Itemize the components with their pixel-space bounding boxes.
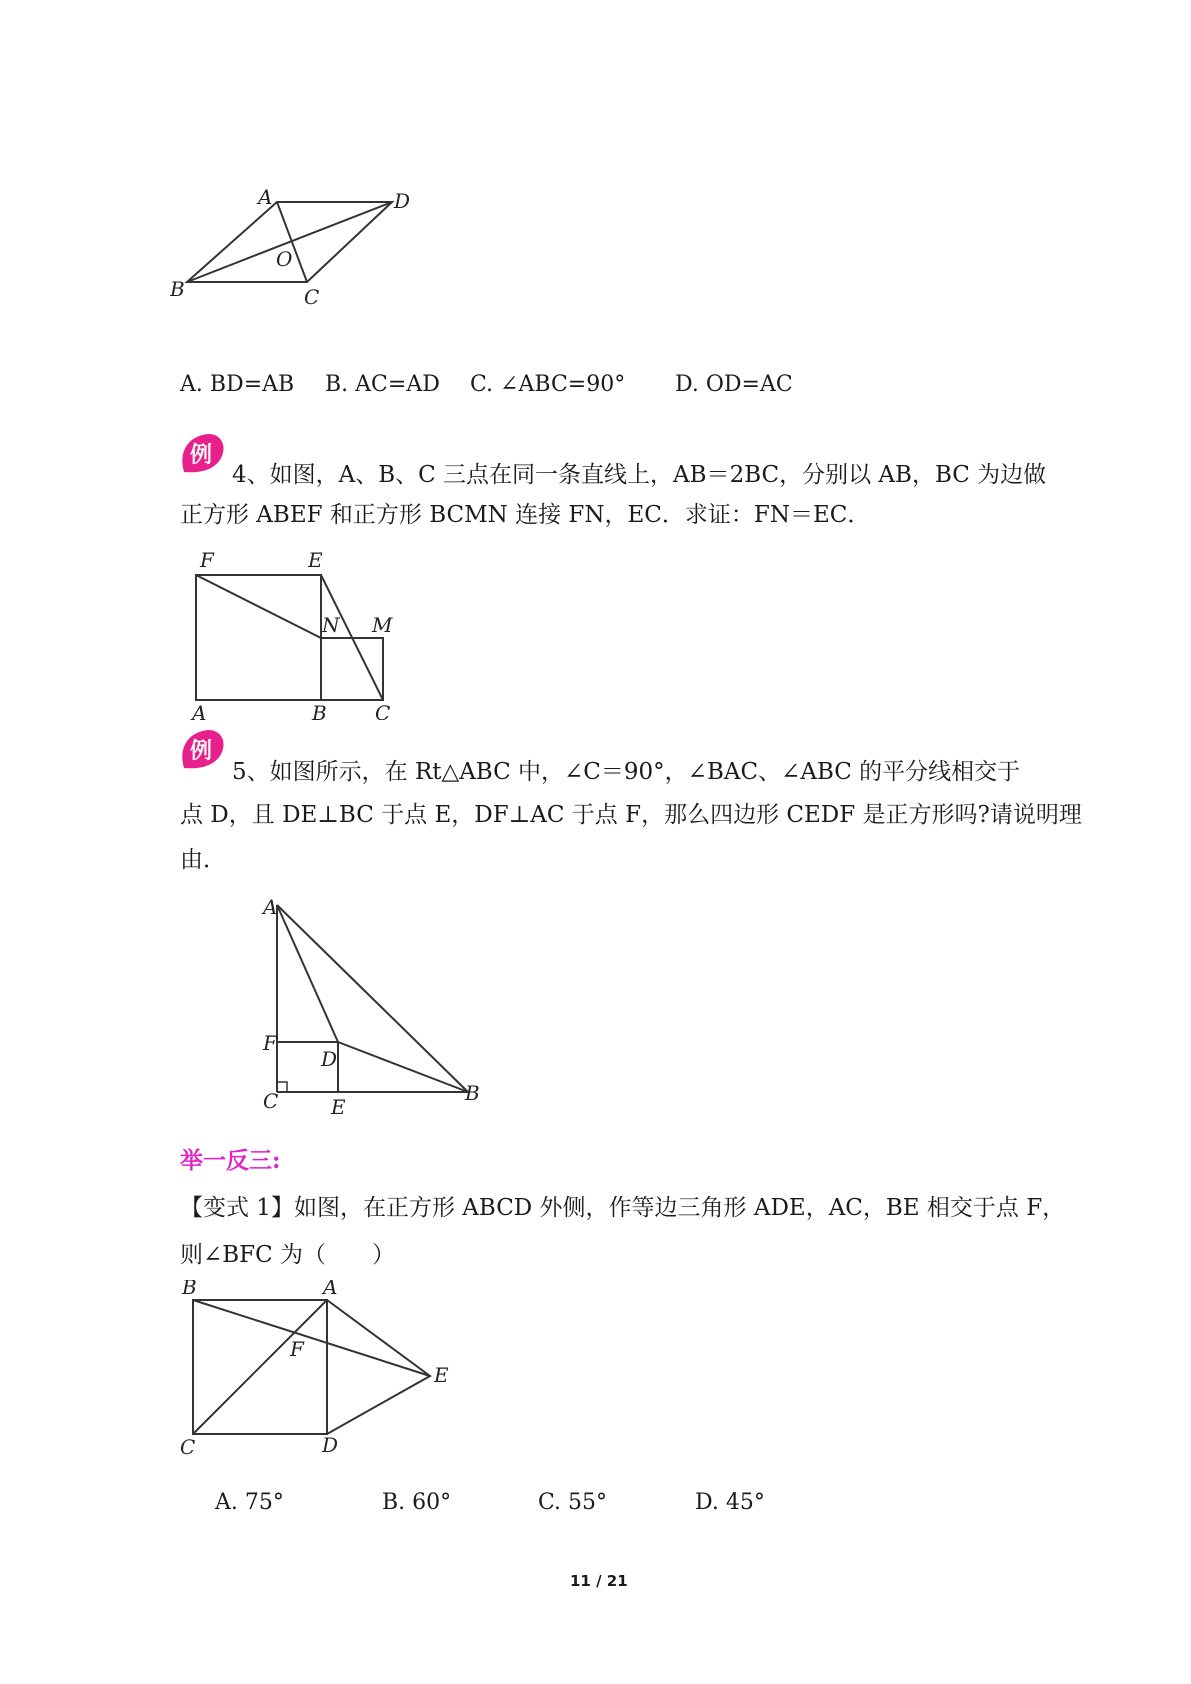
label-c: C bbox=[263, 1089, 279, 1113]
label-e: E bbox=[434, 1363, 449, 1387]
segment-be bbox=[193, 1300, 430, 1376]
segment-fn bbox=[196, 575, 321, 638]
q3-option-b[interactable]: B. AC=AD bbox=[325, 372, 440, 397]
q3-option-a[interactable]: A. BD=AB bbox=[180, 372, 295, 397]
side-ab bbox=[277, 905, 468, 1092]
label-d: D bbox=[322, 1433, 339, 1457]
q3-figure bbox=[170, 180, 420, 325]
q5-line3: 由． bbox=[180, 847, 226, 873]
label-o: O bbox=[276, 247, 293, 271]
label-a: A bbox=[323, 1280, 338, 1299]
q4-line2: 正方形 ABEF 和正方形 BCMN 连接 FN，EC．求证：FN＝EC． bbox=[180, 502, 871, 528]
variant1-option-b[interactable]: B. 60° bbox=[382, 1490, 452, 1515]
svg-text:例: 例 bbox=[190, 443, 213, 468]
right-angle-mark bbox=[277, 1082, 287, 1092]
q3-options bbox=[180, 372, 980, 408]
diagonal-ac bbox=[193, 1300, 327, 1434]
triangle-ade bbox=[327, 1300, 430, 1434]
page-number: 11 / 21 bbox=[570, 1572, 628, 1590]
example-badge-icon bbox=[178, 728, 228, 772]
label-b: B bbox=[182, 1280, 197, 1299]
label-c: C bbox=[375, 701, 391, 720]
q5-line2: 点 D，且 DE⊥BC 于点 E，DF⊥AC 于点 F，那么四边形 CEDF 是正方形吗?请说明理 bbox=[180, 802, 1082, 828]
bisector-bd bbox=[338, 1042, 468, 1092]
variant1-option-d[interactable]: D. 45° bbox=[695, 1490, 765, 1515]
label-n: N bbox=[322, 613, 340, 637]
bisector-ad bbox=[277, 905, 338, 1042]
label-e: E bbox=[331, 1095, 346, 1119]
label-c: C bbox=[304, 285, 320, 309]
label-c: C bbox=[180, 1435, 196, 1459]
variant1-options bbox=[215, 1490, 1015, 1526]
q5-line1: 5、如图所示，在 Rt△ABC 中，∠C＝90°，∠BAC、∠ABC 的平分线相交于 bbox=[232, 759, 1021, 785]
q4-line1: 4、如图，A、B、C 三点在同一条直线上，AB＝2BC，分别以 AB，BC 为边做 bbox=[232, 462, 1047, 488]
label-d: D bbox=[394, 189, 411, 213]
label-b: B bbox=[312, 701, 327, 720]
square-abef bbox=[196, 575, 321, 700]
label-a: A bbox=[263, 895, 278, 919]
section-title: 举一反三: bbox=[180, 1147, 281, 1174]
variant1-line2: 则∠BFC 为（ ） bbox=[180, 1242, 396, 1268]
variant1-option-a[interactable]: A. 75° bbox=[215, 1490, 284, 1515]
q4-figure bbox=[180, 545, 395, 720]
label-f: F bbox=[200, 548, 214, 572]
example-badge-icon bbox=[178, 432, 228, 476]
q3-option-d[interactable]: D. OD=AC bbox=[675, 372, 793, 397]
variant1-line1: 【变式 1】如图，在正方形 ABCD 外侧，作等边三角形 ADE，AC，BE 相交于点 F， bbox=[180, 1195, 1066, 1221]
square-bcmn bbox=[321, 638, 383, 700]
label-a: A bbox=[258, 185, 273, 209]
label-b: B bbox=[465, 1081, 480, 1105]
label-d: D bbox=[321, 1047, 338, 1071]
variant1-figure bbox=[178, 1280, 468, 1465]
label-b: B bbox=[170, 277, 185, 301]
svg-text:例: 例 bbox=[190, 739, 213, 764]
variant1-option-c[interactable]: C. 55° bbox=[538, 1490, 608, 1515]
label-a: A bbox=[192, 701, 207, 720]
q3-option-c[interactable]: C. ∠ABC=90° bbox=[470, 372, 626, 397]
label-f: F bbox=[263, 1031, 277, 1055]
label-f: F bbox=[290, 1337, 304, 1361]
label-e: E bbox=[308, 548, 323, 572]
label-m: M bbox=[372, 613, 393, 637]
q5-figure bbox=[255, 890, 495, 1130]
